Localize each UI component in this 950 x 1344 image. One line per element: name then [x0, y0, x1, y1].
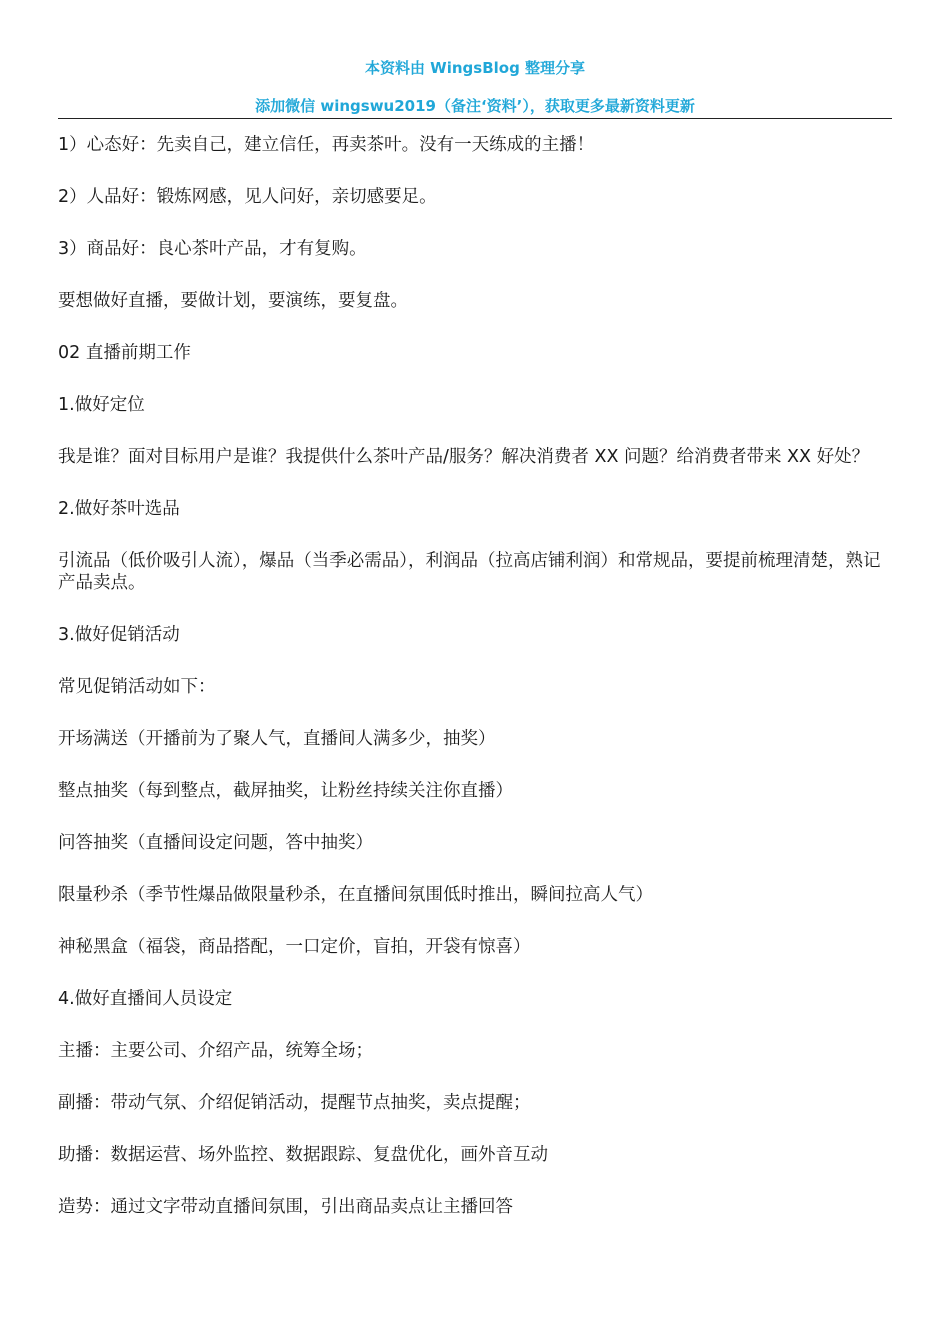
subsection-heading: 3.做好促销活动 — [58, 625, 180, 645]
paragraph: 2）人品好：锻炼网感，见人问好，亲切感要足。 — [58, 187, 437, 207]
list-item: 限量秒杀（季节性爆品做限量秒杀，在直播间氛围低时推出，瞬间拉高人气） — [58, 885, 653, 905]
paragraph: 引流品（低价吸引人流），爆品（当季必需品），利润品（拉高店铺利润）和常规品，要提前梳理清楚，熟记产品卖点。 — [58, 551, 881, 593]
header-divider — [58, 118, 892, 119]
subsection-heading: 4.做好直播间人员设定 — [58, 989, 233, 1009]
list-item: 主播：主要公司、介绍产品，统筹全场； — [58, 1041, 373, 1061]
paragraph: 1）心态好：先卖自己，建立信任，再卖茶叶。没有一天练成的主播！ — [58, 135, 595, 155]
list-item: 开场满送（开播前为了聚人气，直播间人满多少，抽奖） — [58, 729, 496, 749]
header-wechat-line: 添加微信 wingswu2019（备注‘资料’），获取更多最新资料更新 — [255, 97, 695, 115]
list-item: 整点抽奖（每到整点，截屏抽奖，让粉丝持续关注你直播） — [58, 781, 513, 801]
list-item: 神秘黑盒（福袋，商品搭配，一口定价，盲拍，开袋有惊喜） — [58, 937, 531, 957]
subsection-heading: 2.做好茶叶选品 — [58, 499, 180, 519]
list-item: 问答抽奖（直播间设定问题，答中抽奖） — [58, 833, 373, 853]
paragraph: 3）商品好：良心茶叶产品，才有复购。 — [58, 239, 367, 259]
paragraph: 我是谁？面对目标用户是谁？我提供什么茶叶产品/服务？解决消费者 XX 问题？给消费者带来 XX 好处？ — [58, 447, 870, 467]
header-source-line: 本资料由 WingsBlog 整理分享 — [364, 59, 586, 77]
paragraph: 常见促销活动如下： — [58, 677, 216, 697]
document-body — [58, 134, 892, 1248]
list-item: 助播：数据运营、场外监控、数据跟踪、复盘优化，画外音互动 — [58, 1145, 548, 1165]
paragraph: 要想做好直播，要做计划，要演练，要复盘。 — [58, 291, 408, 311]
section-heading: 02 直播前期工作 — [58, 343, 191, 363]
list-item: 副播：带动气氛、介绍促销活动，提醒节点抽奖，卖点提醒； — [58, 1093, 531, 1113]
page-header — [58, 58, 892, 116]
subsection-heading: 1.做好定位 — [58, 395, 145, 415]
list-item: 造势：通过文字带动直播间氛围，引出商品卖点让主播回答 — [58, 1197, 513, 1217]
